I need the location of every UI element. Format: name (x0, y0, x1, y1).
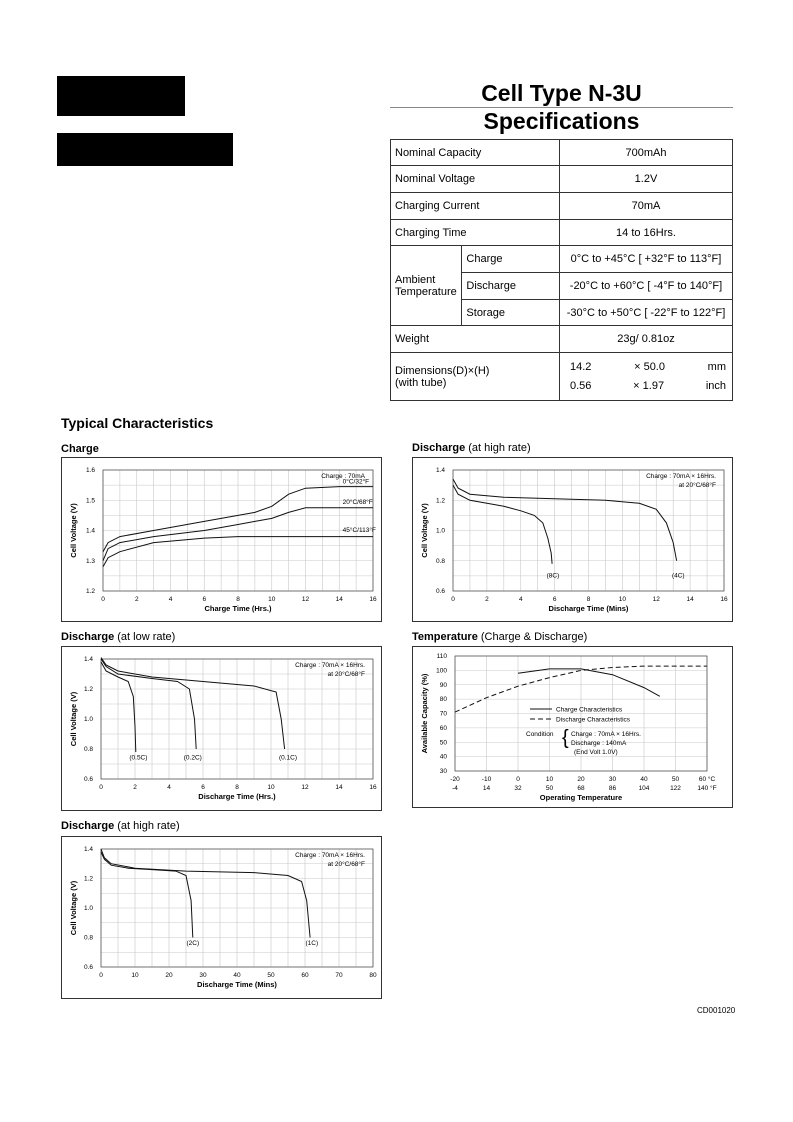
series-label: 45°C/113°F (342, 527, 376, 535)
x-tick-label: 16 (369, 784, 377, 791)
x-tick-label: 0 (99, 972, 103, 979)
x-tick-label: 6 (201, 784, 205, 791)
dim-inch-unit: inch (705, 380, 726, 392)
curve-label: (4C) (671, 572, 685, 580)
condition-text: Discharge : 140mA (571, 740, 627, 747)
y-tick-label: 1.0 (435, 527, 445, 535)
spec-label: Weight (391, 326, 560, 353)
y-tick-label: 40 (439, 753, 447, 761)
condition-text: Charge : 70mA × 16Hrs. (571, 731, 641, 738)
x-tick-label: 8 (586, 596, 591, 603)
spec-value: -20°C to +60°C [ -4°F to 140°F] (560, 273, 733, 300)
chart-discharge-high-2 (61, 836, 382, 999)
curve-label: (0.1C) (278, 754, 298, 762)
x-tick-label: -20 (450, 776, 460, 783)
curve-label: (8C) (546, 572, 560, 580)
x-axis-label: Discharge Time (Hrs.) (198, 792, 276, 801)
series-line (101, 658, 285, 750)
spec-value: 1.2V (560, 166, 733, 193)
spec-sublabel: Charge (462, 246, 560, 273)
legend-label: Charge Characteristics (556, 706, 623, 714)
x-tick-label: 50 (671, 776, 680, 783)
x-tick-label-fahrenheit: 140 °F (697, 785, 717, 792)
condition-note: at 20°C/68°F (327, 671, 365, 678)
x-tick-label: 60 (301, 972, 309, 979)
x-tick-label: 8 (236, 596, 240, 603)
x-tick-label: 10 (618, 596, 626, 603)
curve-label: (2C) (186, 939, 200, 947)
y-tick-label: 0.8 (435, 557, 445, 565)
condition-note: at 20°C/68°F (327, 861, 365, 868)
typical-characteristics-heading: Typical Characteristics (61, 415, 214, 431)
x-tick-label: 16 (369, 596, 377, 603)
y-tick-label: 1.4 (435, 467, 445, 474)
spec-value-dimensions (560, 353, 733, 401)
dim-mm-h: × 50.0 (634, 361, 665, 373)
y-tick-label: 1.5 (85, 497, 95, 505)
x-tick-label: 50 (267, 972, 275, 979)
section-title-temperature: Temperature (Charge & Discharge) (412, 631, 588, 643)
x-tick-label: 0 (99, 784, 103, 791)
spec-value: 23g/ 0.81oz (560, 326, 733, 353)
series-line (453, 479, 677, 561)
x-tick-label: 12 (301, 596, 310, 603)
dim-inch-d: 0.56 (570, 380, 592, 392)
spec-sublabel: Storage (462, 300, 560, 326)
condition-note: at 20°C/68°F (678, 482, 716, 489)
legend-label: Discharge Characteristics (556, 716, 631, 724)
page-title: Cell Type N-3U (481, 80, 642, 106)
y-axis-label: Available Capacity (%) (420, 673, 429, 754)
x-tick-label: 2 (134, 596, 139, 603)
spec-label-ambient: Ambient Temperature (391, 246, 462, 326)
section-title-charge: Charge (61, 443, 99, 455)
condition-brace: { (562, 727, 569, 749)
spec-label: Charging Current (391, 193, 560, 220)
x-tick-label: 14 (686, 596, 694, 603)
condition-label: Condition (526, 731, 554, 738)
y-tick-label: 1.0 (83, 905, 93, 912)
y-tick-label: 90 (439, 681, 447, 689)
x-tick-label: 70 (335, 972, 343, 979)
x-tick-label: 10 (268, 596, 276, 603)
document-code: CD001020 (697, 1006, 736, 1015)
dim-mm-d: 14.2 (570, 361, 592, 373)
spec-value: 14 to 16Hrs. (560, 220, 733, 246)
spec-label-dimensions (391, 353, 560, 401)
y-tick-label: 30 (439, 768, 447, 775)
x-tick-label: 12 (652, 596, 660, 603)
x-tick-label-fahrenheit: 86 (608, 785, 617, 792)
y-tick-label: 1.2 (435, 497, 445, 505)
curve-label: (1C) (305, 939, 319, 947)
spec-value: 70mA (560, 193, 733, 220)
x-tick-label: 10 (267, 784, 275, 791)
x-tick-label: 0 (451, 596, 455, 603)
x-tick-label-fahrenheit: 68 (577, 785, 585, 792)
x-tick-label: 8 (235, 784, 239, 791)
x-tick-label: 10 (545, 776, 554, 783)
x-tick-label: 2 (133, 784, 137, 791)
y-tick-label: 0.6 (83, 776, 93, 783)
section-title-discharge-low: Discharge (at low rate) (61, 631, 176, 643)
section-title-discharge-high-2: Discharge (at high rate) (61, 820, 180, 832)
x-tick-label: 0 (516, 776, 520, 783)
x-axis-label: Discharge Time (Mins) (548, 604, 629, 613)
series-line (518, 669, 660, 696)
x-tick-label-fahrenheit: -4 (452, 785, 458, 792)
spec-value: 0°C to +45°C [ +32°F to 113°F] (560, 246, 733, 273)
x-tick-label: 60 °C (698, 776, 716, 783)
x-tick-label: 40 (233, 972, 241, 979)
x-tick-label: 0 (101, 596, 105, 603)
section-title-discharge-high-1: Discharge (at high rate) (412, 442, 531, 454)
spec-label: Nominal Voltage (391, 166, 560, 193)
dimensions-label-2: (with tube) (395, 376, 447, 389)
x-tick-label-fahrenheit: 50 (545, 785, 554, 792)
y-tick-label: 1.6 (85, 467, 95, 474)
curve-label: (0.5C) (129, 754, 148, 762)
y-tick-label: 0.6 (435, 588, 445, 595)
x-tick-label: 30 (608, 776, 617, 783)
spec-table (390, 139, 733, 401)
spec-value: -30°C to +50°C [ -22°F to 122°F] (560, 300, 733, 326)
x-axis-label: Charge Time (Hrs.) (204, 604, 272, 613)
y-tick-label: 1.2 (85, 588, 95, 595)
y-tick-label: 0.8 (83, 934, 93, 942)
x-tick-label: 14 (335, 784, 343, 791)
y-tick-label: 1.2 (83, 686, 93, 693)
y-axis-label: Cell Voltage (V) (69, 880, 78, 936)
series-label: 0°C/32°F (342, 478, 370, 486)
chart-temperature (412, 646, 733, 808)
x-tick-label: 10 (131, 972, 139, 979)
dimensions-label: Dimensions(D)×(H) (395, 364, 490, 377)
spec-label: Nominal Capacity (391, 140, 560, 166)
x-tick-label: 2 (485, 596, 489, 603)
y-tick-label: 80 (439, 696, 447, 704)
x-tick-label: 16 (720, 596, 728, 603)
x-axis-label: Operating Temperature (539, 793, 623, 802)
condition-note: Charge : 70mA × 16Hrs. (295, 662, 365, 669)
x-tick-label: -10 (481, 776, 492, 783)
x-tick-label-fahrenheit: 32 (514, 785, 522, 792)
y-axis-label: Cell Voltage (V) (69, 503, 78, 558)
spec-sublabel: Discharge (462, 273, 560, 300)
redacted-block-2 (57, 133, 233, 166)
y-tick-label: 70 (439, 710, 447, 718)
y-tick-label: 1.4 (83, 846, 93, 853)
redacted-block-1 (57, 76, 185, 116)
y-axis-label: Cell Voltage (V) (69, 691, 78, 747)
condition-note: Charge : 70mA (321, 473, 365, 480)
y-tick-label: 1.3 (85, 557, 95, 565)
curve-label: (0.2C) (183, 754, 202, 762)
y-tick-label: 0.6 (83, 964, 93, 971)
page-subtitle: Specifications (483, 108, 640, 134)
x-tick-label: 40 (640, 776, 648, 783)
dim-inch-h: × 1.97 (633, 380, 665, 392)
x-tick-label: 20 (577, 776, 585, 783)
x-tick-label: 12 (301, 784, 309, 791)
y-tick-label: 1.0 (83, 716, 93, 723)
chart-discharge-low (61, 646, 382, 811)
x-tick-label: 30 (199, 972, 207, 979)
x-tick-label: 14 (335, 596, 343, 603)
x-axis-label: Discharge Time (Mins) (197, 980, 277, 989)
x-tick-label: 4 (168, 596, 173, 603)
y-tick-label: 1.4 (85, 527, 95, 535)
condition-note: Charge : 70mA × 16Hrs. (295, 852, 365, 859)
y-tick-label: 110 (436, 653, 447, 660)
condition-text: (End Volt 1.0V) (574, 749, 618, 756)
chart-charge (61, 457, 382, 622)
y-tick-label: 1.2 (83, 875, 93, 883)
spec-label: Charging Time (391, 220, 560, 246)
y-tick-label: 50 (439, 739, 447, 747)
x-tick-label-fahrenheit: 14 (482, 785, 491, 792)
x-tick-label: 6 (202, 596, 207, 603)
chart-discharge-high-1 (412, 457, 733, 622)
x-tick-label: 80 (369, 972, 377, 979)
y-axis-label: Cell Voltage (V) (420, 503, 429, 558)
dim-mm-unit: mm (707, 361, 726, 373)
y-tick-label: 100 (436, 667, 447, 675)
condition-note: Charge : 70mA × 16Hrs. (646, 473, 716, 480)
x-tick-label: 4 (167, 784, 171, 791)
x-tick-label: 20 (165, 972, 173, 979)
spec-value: 700mAh (560, 140, 733, 166)
x-tick-label: 6 (552, 596, 557, 603)
y-tick-label: 60 (439, 724, 447, 732)
y-tick-label: 0.8 (83, 746, 93, 753)
x-tick-label-fahrenheit: 122 (670, 785, 681, 792)
series-label: 20°C/68°F (342, 498, 373, 506)
x-tick-label: 4 (518, 596, 523, 603)
y-tick-label: 1.4 (83, 656, 93, 663)
x-tick-label-fahrenheit: 104 (638, 785, 650, 792)
